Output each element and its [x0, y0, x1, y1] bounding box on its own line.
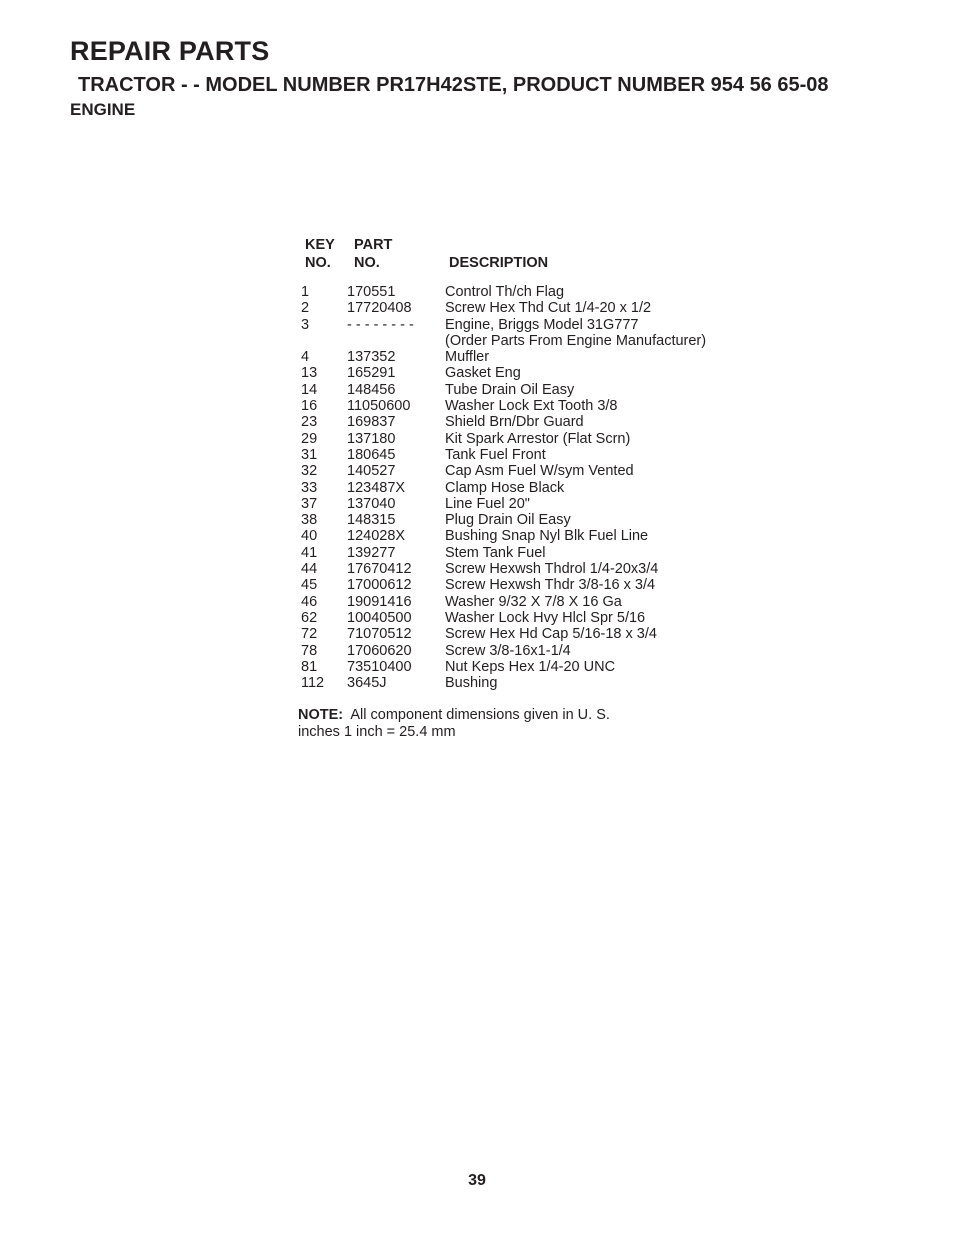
part-number: 17670412 — [347, 561, 412, 578]
key-number: 81 — [301, 658, 318, 675]
part-description: Nut Keps Hex 1/4-20 UNC — [445, 658, 616, 675]
part-description: Screw Hexwsh Thdrol 1/4-20x3/4 — [445, 561, 659, 578]
part-description: Line Fuel 20" — [445, 495, 530, 512]
part-description: Clamp Hose Black — [445, 479, 565, 496]
key-number: 45 — [301, 577, 318, 594]
key-number: 4 — [301, 349, 310, 366]
part-number: 148315 — [347, 512, 396, 529]
key-number: 1 — [301, 284, 310, 300]
part-number: 17060620 — [347, 642, 412, 659]
table-row — [301, 610, 741, 626]
key-number: 13 — [301, 365, 318, 382]
note-text-line1: All component dimensions given in U. S. — [350, 707, 610, 723]
part-description: Tank Fuel Front — [445, 446, 546, 463]
part-description: Screw Hexwsh Thdr 3/8-16 x 3/4 — [445, 577, 656, 594]
key-number: 37 — [301, 495, 318, 512]
table-row — [301, 561, 741, 577]
table-row — [301, 349, 741, 365]
part-number: 139277 — [347, 544, 396, 561]
part-number: 10040500 — [347, 609, 412, 626]
part-description: Tube Drain Oil Easy — [445, 381, 575, 398]
part-number: 180645 — [347, 446, 396, 463]
part-number: 71070512 — [347, 626, 412, 643]
key-number: 23 — [301, 414, 318, 431]
part-description: Cap Asm Fuel W/sym Vented — [445, 463, 634, 480]
part-description: Screw Hex Hd Cap 5/16-18 x 3/4 — [445, 626, 657, 643]
part-description: Control Th/ch Flag — [445, 284, 565, 300]
part-description: Muffler — [445, 349, 490, 366]
table-row — [301, 545, 741, 561]
key-number: 62 — [301, 609, 318, 626]
key-number: 40 — [301, 528, 318, 545]
note-text-line2: inches 1 inch = 25.4 mm — [298, 723, 456, 740]
table-row — [301, 496, 741, 512]
key-number: 29 — [301, 430, 318, 447]
table-row — [301, 284, 741, 300]
part-number: 148456 — [347, 381, 396, 398]
note-label: NOTE: — [298, 707, 344, 723]
part-number: 165291 — [347, 365, 396, 382]
table-row — [301, 577, 741, 593]
key-number: 14 — [301, 381, 318, 398]
part-description: Shield Brn/Dbr Guard — [445, 414, 584, 431]
part-description: Gasket Eng — [445, 365, 521, 382]
page-subtitle: TRACTOR - - MODEL NUMBER PR17H42STE, PRODUCT NUMBER 954 56 65-08 — [78, 74, 829, 96]
table-row — [301, 659, 741, 675]
key-number: 78 — [301, 642, 318, 659]
table-row — [301, 447, 741, 463]
part-number: 17720408 — [347, 300, 412, 317]
key-number: 16 — [301, 398, 318, 415]
part-number: 17000612 — [347, 577, 412, 594]
part-description-note: (Order Parts From Engine Manufacturer) — [445, 332, 707, 349]
part-no-header: PART NO. — [354, 237, 393, 271]
table-row — [301, 643, 741, 659]
key-no-header: KEY NO. — [305, 237, 335, 271]
part-number: 73510400 — [347, 658, 412, 675]
part-number: - - - - - - - - — [347, 316, 414, 333]
part-description: Washer 9/32 X 7/8 X 16 Ga — [445, 593, 622, 610]
part-description: Screw Hex Thd Cut 1/4-20 x 1/2 — [445, 300, 652, 317]
table-row — [301, 463, 741, 479]
table-row — [301, 414, 741, 430]
part-description: Plug Drain Oil Easy — [445, 512, 571, 529]
part-description: Engine, Briggs Model 31G777 — [445, 316, 639, 333]
key-number: 33 — [301, 479, 318, 496]
part-number: 140527 — [347, 463, 396, 480]
part-number: 124028X — [347, 528, 406, 545]
section-title: ENGINE — [70, 100, 136, 119]
table-row — [301, 365, 741, 381]
table-row — [301, 300, 741, 316]
key-number: 41 — [301, 544, 318, 561]
part-description: Bushing — [445, 675, 498, 692]
key-number: 112 — [301, 675, 325, 692]
page-title: REPAIR PARTS — [70, 36, 270, 66]
part-number: 137352 — [347, 349, 396, 366]
part-description: Washer Lock Ext Tooth 3/8 — [445, 398, 618, 415]
part-number: 11050600 — [347, 398, 411, 415]
table-row — [301, 675, 741, 691]
key-number: 2 — [301, 300, 310, 317]
page-number: 39 — [468, 1172, 486, 1189]
part-description: Washer Lock Hvy Hlcl Spr 5/16 — [445, 609, 646, 626]
table-row — [301, 594, 741, 610]
note — [298, 707, 610, 740]
table-row — [301, 431, 741, 447]
key-number: 72 — [301, 626, 318, 643]
key-number: 46 — [301, 593, 318, 610]
part-description: Screw 3/8-16x1-1/4 — [445, 642, 571, 659]
part-description: Kit Spark Arrestor (Flat Scrn) — [445, 430, 631, 447]
table-row — [301, 398, 741, 414]
key-number: 31 — [301, 446, 318, 463]
part-number: 3645J — [347, 675, 387, 692]
part-number: 169837 — [347, 414, 396, 431]
parts-table — [301, 284, 741, 691]
part-number: 137040 — [347, 495, 396, 512]
part-number: 19091416 — [347, 593, 412, 610]
key-number: 32 — [301, 463, 318, 480]
description-header: DESCRIPTION — [449, 255, 549, 271]
table-row — [301, 382, 741, 398]
table-row — [301, 480, 741, 496]
key-number: 3 — [301, 316, 310, 333]
part-number: 123487X — [347, 479, 406, 496]
part-description: Bushing Snap Nyl Blk Fuel Line — [445, 528, 649, 545]
part-description: Stem Tank Fuel — [445, 544, 546, 561]
key-number: 38 — [301, 512, 318, 529]
table-row — [301, 512, 741, 528]
table-row — [301, 528, 741, 544]
key-number: 44 — [301, 561, 318, 578]
table-row — [301, 317, 741, 350]
part-number: 170551 — [347, 284, 396, 300]
part-number: 137180 — [347, 430, 396, 447]
table-row — [301, 626, 741, 642]
